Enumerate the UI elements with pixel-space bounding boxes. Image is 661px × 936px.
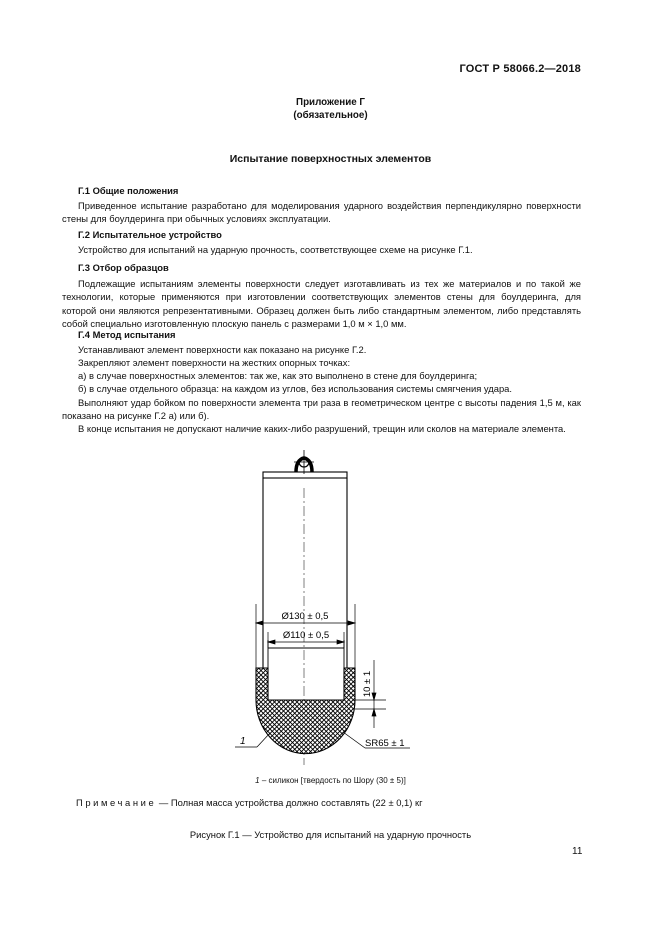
note-label: Примечание xyxy=(76,797,157,808)
dimension-inner-label: Ø110 ± 0,5 xyxy=(282,630,330,641)
figure-legend xyxy=(0,776,661,785)
callout-number: 1 xyxy=(240,736,246,747)
dimension-radius-label: SR65 ± 1 xyxy=(365,738,405,749)
figure-caption: Рисунок Г.1 — Устройство для испытаний на ударную прочность xyxy=(189,829,472,840)
paragraph-g4-4: б) в случае отдельного образца: на каждом из углов, без использования системы смягчения удара. xyxy=(78,383,512,394)
impact-device-drawing xyxy=(225,440,425,765)
lifting-eye-icon xyxy=(294,450,314,474)
page-number: 11 xyxy=(572,846,583,857)
silicone-layer xyxy=(256,668,355,754)
appendix-status: (обязательное) xyxy=(293,110,368,121)
legend-number: 1 xyxy=(255,776,260,785)
heading-g4: Г.4 Метод испытания xyxy=(78,329,176,340)
legend-text: – силикон [твердость по Шору (30 ± 5)] xyxy=(259,776,406,785)
paragraph-g4-2: Закрепляют элемент поверхности на жестких опорных точках: xyxy=(78,357,351,368)
heading-g3: Г.3 Отбор образцов xyxy=(78,262,169,273)
paragraph-g1: Приведенное испытание разработано для моделирования ударного воздействия перпендикулярно поверхности стены для боулдеринга при обычных условиях эксплуатации. xyxy=(62,200,581,225)
paragraph-g4-1: Устанавливают элемент поверхности как показано на рисунке Г.2. xyxy=(78,344,367,355)
paragraph-g4-3: а) в случае поверхностных элементов: так же, как это выполнено в стене для боулдеринга; xyxy=(78,370,478,381)
dimension-height-label: 10 ± 1 xyxy=(362,670,373,698)
paragraph-g2: Устройство для испытаний на ударную прочность, соответствующее схеме на рисунке Г.1. xyxy=(78,244,473,255)
heading-g2: Г.2 Испытательное устройство xyxy=(78,229,222,240)
appendix-name: Приложение Г xyxy=(296,97,365,108)
main-title: Испытание поверхностных элементов xyxy=(229,153,432,165)
dimension-outer-label: Ø130 ± 0,5 xyxy=(281,611,329,622)
paragraph-g4-5: Выполняют удар бойком по поверхности элемента три раза в геометрическом центре с высоты падения 1,5 м, как показано на рисунке Г.2 а) или б). xyxy=(62,397,581,422)
standard-number: ГОСТ Р 58066.2—2018 xyxy=(459,63,581,75)
paragraph-g3: Подлежащие испытаниям элементы поверхности следует изготавливать из тех же материалов и по такой же технологии, которые применяются при изготовлении соответствующих элементов стены для боулдеринга, для которой они являются репрезентативными. Образец должен быть либо стандартным элементом, либо представлять собой специально изготовленную плоскую панель с размерами 1,0 м × 1,0 мм. xyxy=(62,278,581,330)
inner-bore xyxy=(268,640,344,700)
figure-note xyxy=(76,797,423,808)
note-text: — Полная масса устройства должно составлять (22 ± 0,1) кг xyxy=(156,797,423,808)
appendix-title xyxy=(0,96,661,122)
paragraph-g4-6: В конце испытания не допускают наличие каких-либо разрушений, трещин или сколов на материале элемента. xyxy=(78,423,566,434)
heading-g1: Г.1 Общие положения xyxy=(78,185,179,196)
